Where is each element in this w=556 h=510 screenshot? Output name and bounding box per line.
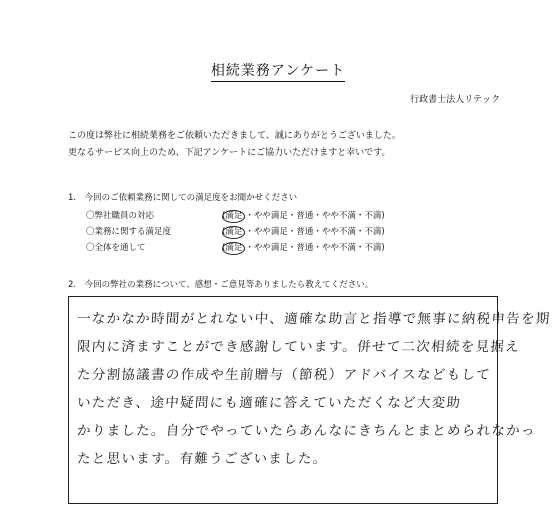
- survey-title-text: 相続業務アンケート: [211, 63, 345, 82]
- answer-line: 一なかなか時間がとれない中、適確な助言と指導で無事に納税申告を期: [76, 311, 552, 327]
- rating-choices: [222, 208, 385, 224]
- company-name: 行政書士法人リテック: [410, 95, 500, 105]
- other-ratings: ・やや満足・普通・やや不満・不満): [245, 227, 385, 237]
- handwritten-answer: [76, 305, 552, 473]
- question-2: 2. 今回の弊社の業務について、感想・ご意見等ありましたら教えてください。: [68, 280, 374, 290]
- selected-rating[interactable]: 満足: [222, 242, 245, 255]
- survey-title: [0, 60, 556, 80]
- other-ratings: ・やや満足・普通・やや不満・不満): [245, 243, 385, 253]
- answer-line: かりました。自分でやっていたらあんなにきちんとまとめられなかっ: [76, 423, 537, 439]
- open-paren: (: [222, 243, 226, 253]
- row-label: 〇全体を通して: [86, 243, 146, 253]
- answer-line: いただき、途中疑問にも適確に答えていただくなど大変助: [76, 395, 462, 411]
- open-paren: (: [222, 211, 226, 221]
- answer-line: たと思います。有難うございました。: [76, 451, 329, 467]
- selected-rating[interactable]: 満足: [222, 226, 245, 239]
- row-label: 〇業務に関する満足度: [86, 227, 172, 237]
- question-1: 1. 今回のご依頼業務に関しての満足度をお聞かせください: [68, 193, 298, 203]
- intro-text: [68, 128, 401, 162]
- row-label: 〇弊社職員の対応: [86, 211, 155, 221]
- answer-line: た分割協議書の作成や生前贈与（節税）アドバイスなどもして: [76, 367, 492, 383]
- rating-choices: [222, 224, 385, 240]
- intro-line: この度は弊社に相続業務をご依頼いただきまして、誠にありがとうございました。: [68, 131, 401, 141]
- answer-box[interactable]: [68, 296, 552, 504]
- answer-line: 限内に済ますことができ感謝しています。併せて二次相続を見据え: [76, 339, 521, 355]
- open-paren: (: [222, 227, 226, 237]
- rating-choices: [222, 240, 385, 256]
- other-ratings: ・やや満足・普通・やや不満・不満): [245, 211, 385, 221]
- intro-line: 更なるサービス向上のため、下記アンケートにご協力いただけますと幸いです。: [68, 148, 391, 158]
- selected-rating[interactable]: 満足: [222, 210, 245, 223]
